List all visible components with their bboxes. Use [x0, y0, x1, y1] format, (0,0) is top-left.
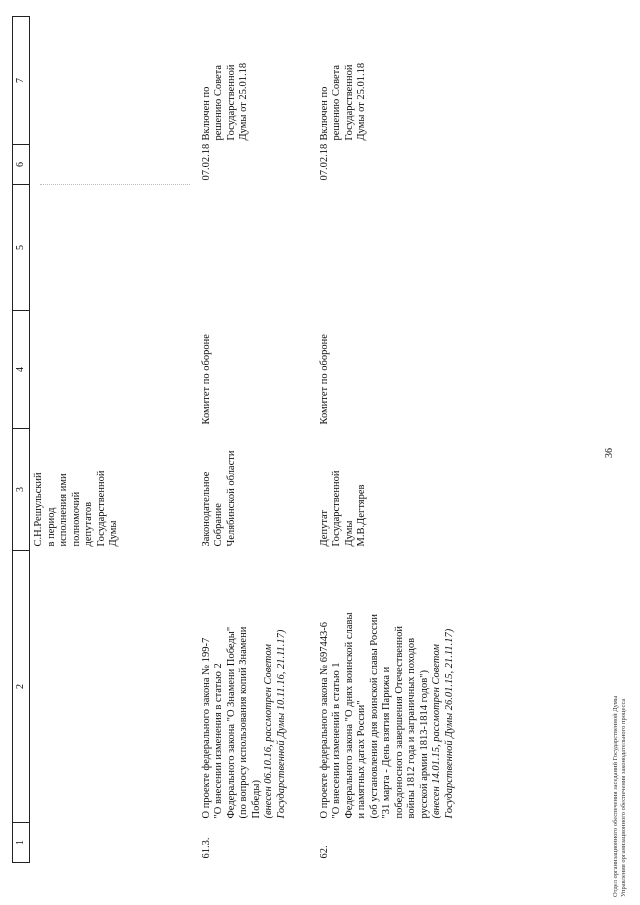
decision-line: Включен по: [318, 86, 330, 141]
column-5-cell: [30, 185, 198, 311]
decision: [316, 17, 465, 145]
initiator-line: Государственной: [331, 470, 342, 547]
row-number: [30, 823, 198, 863]
footer-line: Управления организационного обеспечения законодательного процесса: [620, 698, 627, 897]
submission-note: (внесен 14.01.15, рассмотрен Советом: [431, 644, 442, 819]
table-row: [198, 17, 316, 863]
decision-line: Включен по: [200, 86, 212, 141]
initiator-line: С.Н.Решульский: [33, 472, 44, 547]
description-line: (об установлении дня воинской славы России: [368, 614, 380, 819]
decision: [198, 17, 316, 145]
table-row: [316, 17, 465, 863]
initiator: [198, 429, 316, 551]
initiator: [316, 429, 465, 551]
description-line: (по вопросу использования копий Знамени: [238, 626, 249, 819]
initiator-line: Государственной: [95, 470, 107, 547]
column-header-1: 1: [13, 823, 30, 863]
description-line: "О внесении изменений в статью 1: [331, 662, 342, 819]
committee: Комитет по обороне: [200, 334, 212, 425]
submission-note: Государственной Думы 10.11.16, 21.11.17): [275, 629, 287, 819]
decision-line: решению Совета: [213, 64, 224, 141]
description-line: победоносного завершения Отечественной: [393, 625, 405, 819]
decision: [30, 17, 198, 145]
row-number: 62.: [318, 845, 330, 859]
bill-description: [30, 551, 198, 823]
date: [30, 145, 198, 185]
decision-line: Государственной: [343, 64, 355, 141]
column-number-row: [13, 17, 30, 863]
document-footer: [612, 696, 628, 897]
description-line: Федерального закона "О днях воинской славы: [343, 612, 355, 819]
decision-line: Думы от 25.01.18: [238, 62, 249, 141]
description-line: О проекте федерального закона № 697443-6: [318, 621, 330, 819]
committee: Комитет по обороне: [318, 334, 330, 425]
description-line: войны 1812 года и заграничных походов: [406, 637, 417, 819]
column-header-7: 7: [13, 17, 30, 145]
row-number: 61.3.: [200, 837, 212, 859]
initiator-line: Собрание: [213, 503, 224, 547]
initiator-line: М.В.Дегтярев: [356, 484, 367, 547]
initiator: [30, 429, 198, 551]
column-header-4: 4: [13, 311, 30, 429]
initiator-line: исполнения ими: [58, 473, 69, 547]
initiator-line: Депутат: [318, 509, 330, 547]
column-5-cell: [198, 185, 316, 311]
footer-line: Отдел организационного обеспечения заседаний Государственной Думы: [612, 695, 619, 897]
description-line: и памятных датах России": [356, 700, 367, 819]
submission-note: Государственной Думы 26.01.15, 21.11.17): [443, 628, 455, 819]
bill-description: [198, 551, 316, 823]
description-line: русской армии 1813-1814 годов"): [418, 670, 430, 819]
bill-description: [316, 551, 465, 823]
description-line: Победы): [250, 780, 262, 819]
column-header-3: 3: [13, 429, 30, 551]
initiator-line: Законодательное: [200, 471, 212, 547]
date: 07.02.18: [318, 143, 330, 181]
initiator-line: в период: [45, 507, 57, 547]
column-header-2: 2: [13, 551, 30, 823]
committee: [30, 311, 198, 429]
scan-guide-line: [40, 184, 190, 185]
initiator-line: депутатов: [83, 501, 94, 547]
description-line: О проекте федерального закона № 199-7: [200, 637, 212, 819]
page-number: 36: [604, 448, 615, 458]
column-5-cell: [316, 185, 465, 311]
date: 07.02.18: [200, 143, 212, 181]
decision-line: решению Совета: [331, 64, 342, 141]
column-header-5: 5: [13, 185, 30, 311]
initiator-line: Челябинской области: [225, 450, 237, 547]
submission-note: (внесен 06.10.16, рассмотрен Советом: [263, 644, 274, 819]
description-line: "31 марта - День взятия Парижа и: [381, 666, 392, 819]
column-header-6: 6: [13, 145, 30, 185]
decision-line: Государственной: [225, 64, 237, 141]
description-line: Федерального закона "О Знамени Победы": [225, 626, 237, 819]
decision-line: Думы от 25.01.18: [356, 62, 367, 141]
initiator-line: Думы: [108, 520, 119, 547]
initiator-line: Думы: [343, 520, 355, 547]
bill-table: [12, 16, 464, 863]
description-line: "О внесении изменения в статью 2: [213, 663, 224, 819]
table-row: [30, 17, 198, 863]
initiator-line: полномочий: [70, 491, 82, 547]
